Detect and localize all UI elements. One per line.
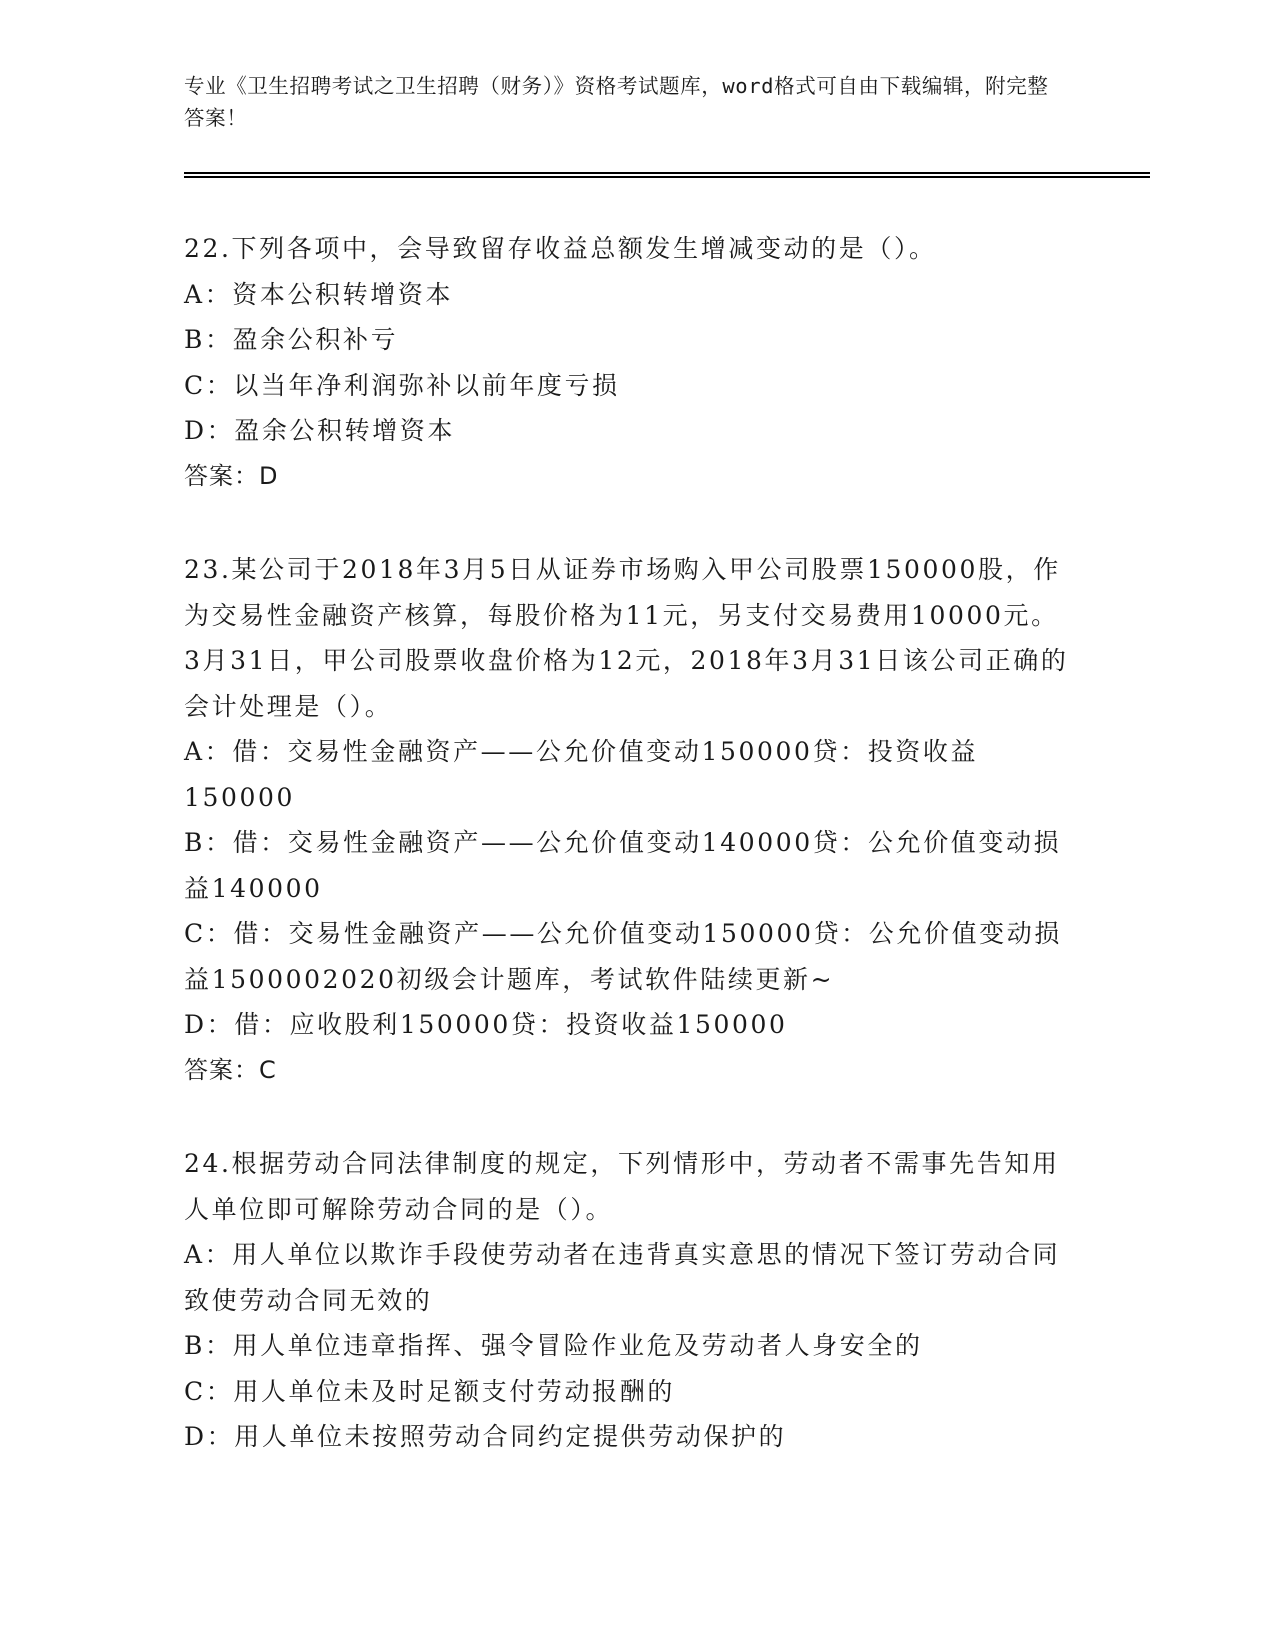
- option-d: D：盈余公积转增资本: [184, 416, 456, 445]
- option-b: B：借：交易性金融资产——公允价值变动140000贷：公允价值变动损益140000: [184, 828, 1062, 903]
- document-page: [184, 70, 1150, 1460]
- option-d: D：用人单位未按照劳动合同约定提供劳动保护的: [184, 1422, 787, 1451]
- document-header: 专业《卫生招聘考试之卫生招聘（财务）》资格考试题库，word格式可自由下载编辑，附完整答案！: [184, 74, 1049, 130]
- question-23: [184, 547, 1074, 1093]
- option-a: A：借：交易性金融资产——公允价值变动150000贷：投资收益150000: [184, 737, 979, 812]
- question-stem: 24.根据劳动合同法律制度的规定，下列情形中，劳动者不需事先告知用人单位即可解除劳动合同的是（）。: [184, 1149, 1060, 1224]
- option-a: A：用人单位以欺诈手段使劳动者在违背真实意思的情况下签订劳动合同致使劳动合同无效的: [184, 1240, 1061, 1315]
- divider-line-bottom: [184, 176, 1150, 178]
- header-divider: [184, 172, 1150, 178]
- option-c: C：借：交易性金融资产——公允价值变动150000贷：公允价值变动损益1500002020初级会计题库，考试软件陆续更新~: [184, 919, 1062, 994]
- answer-line: 答案：C: [184, 1055, 277, 1084]
- option-c: C：以当年净利润弥补以前年度亏损: [184, 370, 620, 400]
- divider-line-top: [184, 172, 1150, 174]
- option-c: C：用人单位未及时足额支付劳动报酬的: [184, 1376, 675, 1406]
- option-a: A：资本公积转增资本: [184, 279, 454, 309]
- option-b: B：用人单位违章指挥、强令冒险作业危及劳动者人身安全的: [184, 1331, 923, 1360]
- option-b: B：盈余公积补亏: [184, 325, 399, 354]
- option-d: D：借：应收股利150000贷：投资收益150000: [184, 1010, 788, 1039]
- question-22: [184, 226, 1074, 499]
- question-stem: 23.某公司于2018年3月5日从证券市场购入甲公司股票150000股，作为交易性金融资产核算，每股价格为11元，另支付交易费用10000元。3月31日，甲公司股票收盘价格为12元，2018年3月31日该公司正确的会计处理是（）。: [184, 555, 1069, 721]
- question-24: [184, 1141, 1074, 1460]
- answer-line: 答案：D: [184, 461, 279, 490]
- question-stem: 22.下列各项中，会导致留存收益总额发生增减变动的是（）。: [184, 234, 937, 263]
